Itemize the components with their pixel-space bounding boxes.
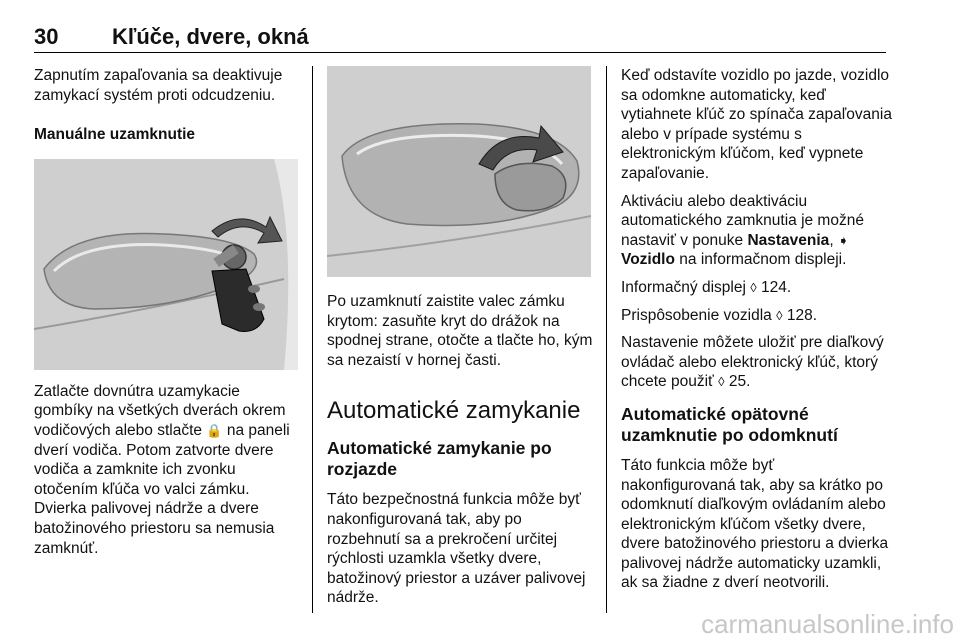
- page-ref-icon: ◊: [718, 374, 725, 390]
- ref-personalization: [621, 306, 893, 326]
- door-handle-key-drawing: [34, 159, 298, 370]
- manual-lock-text-part2: na paneli dverí vodiča. Potom zatvorte dvere vodiča a zamknite ich zvonku otočením kľúča vo valci zámku. Dvierka palivovej nádrže a dvere batožinového priestoru sa nemusia zamknúť.: [34, 421, 290, 557]
- auto-lock-heading: Automatické zamykanie: [327, 397, 581, 425]
- chapter-title: Kľúče, dvere, okná: [112, 24, 309, 49]
- key-save-text-body: Nastavenie môžete uložiť pre diaľkový ovládač alebo elektronický kľúč, ktorý chcete použiť: [621, 334, 884, 391]
- column-1: [34, 66, 300, 558]
- settings-text-b: na informačnom displeji.: [679, 251, 847, 269]
- auto-relock-text: Táto funkcia môže byť nakonfigurovaná tak, aby sa krátko po odomknutí diaľkovým ovládaním alebo elektronickým kľúčom všetky dvere, dvere batožinového priestoru a dvierka palivovej nádrže automaticky uzamkli, ak sa žiadne z dverí neotvorili.: [621, 456, 889, 592]
- key-save-page: 25.: [728, 373, 751, 391]
- ref-personalization-page: 128.: [786, 306, 818, 324]
- menu-separator: ,: [829, 231, 834, 249]
- lock-cover-text: Po uzamknutí zaistite valec zámku krytom: zasuňte kryt do drážok na spodnej strane, otočte a tlačte ho, kým sa nezaistí v hornej časti.: [327, 293, 593, 369]
- watermark: carmanualsonline.info: [701, 609, 954, 639]
- key-save-text: [621, 333, 893, 392]
- column-divider: [312, 66, 313, 613]
- door-handle-key-illustration: [34, 159, 298, 370]
- auto-unlock-text: Keď odstavíte vozidlo po jazde, vozidlo sa odomkne automaticky, keď vytiahnete kľúč zo spínača zapaľovania alebo v prípade systému s elektronickým kľúčom, keď vypnete zapaľovanie.: [621, 67, 892, 182]
- intro-text: Zapnutím zapaľovania sa deaktivuje zamykací systém proti odcudzeniu.: [34, 67, 283, 104]
- menu-vehicle: Vozidlo: [621, 251, 675, 269]
- manual-lock-heading: Manuálne uzamknutie: [34, 126, 196, 144]
- column-3: [621, 66, 893, 593]
- auto-lock-settings-text: [621, 192, 893, 270]
- lock-cover-illustration: [327, 66, 591, 277]
- manual-lock-text-part1: Zatlačte dovnútra uzamykacie gombíky na všetkých dverách okrem vodičových alebo stlačte: [34, 382, 286, 439]
- menu-arrow-icon: ➧: [837, 232, 849, 248]
- settings-text-a: Aktiváciu alebo deaktiváciu automatického zamknutia je možné nastaviť v ponuke: [621, 192, 864, 249]
- manual-lock-text: [34, 382, 300, 558]
- page-ref-icon: ◊: [750, 279, 757, 295]
- auto-relock-heading: Automatické opätovné uzamknutie po odomknutí: [621, 403, 838, 445]
- auto-lock-drive-heading: Automatické zamykanie po rozjazde: [327, 438, 552, 480]
- ref-info-display-label: Informačný displej: [621, 278, 746, 296]
- menu-settings: Nastavenia: [747, 231, 830, 249]
- auto-lock-drive-text: Táto bezpečnostná funkcia môže byť nakonfigurovaná tak, aby po rozbehnutí sa a prekročení určitej rýchlosti uzamkla všetky dvere, batožinový priestor a uzáver palivovej nádrže.: [327, 491, 586, 607]
- lock-cover-drawing: [327, 66, 591, 277]
- column-divider: [606, 66, 607, 613]
- page-ref-icon: ◊: [776, 307, 783, 323]
- page-header: [34, 22, 886, 53]
- column-2: [327, 66, 595, 608]
- page-number: 30: [34, 24, 59, 49]
- central-lock-icon: 🔒: [206, 422, 223, 438]
- ref-info-display-page: 124.: [760, 278, 792, 296]
- ref-personalization-label: Prispôsobenie vozidla: [621, 306, 772, 324]
- ref-info-display: [621, 278, 893, 298]
